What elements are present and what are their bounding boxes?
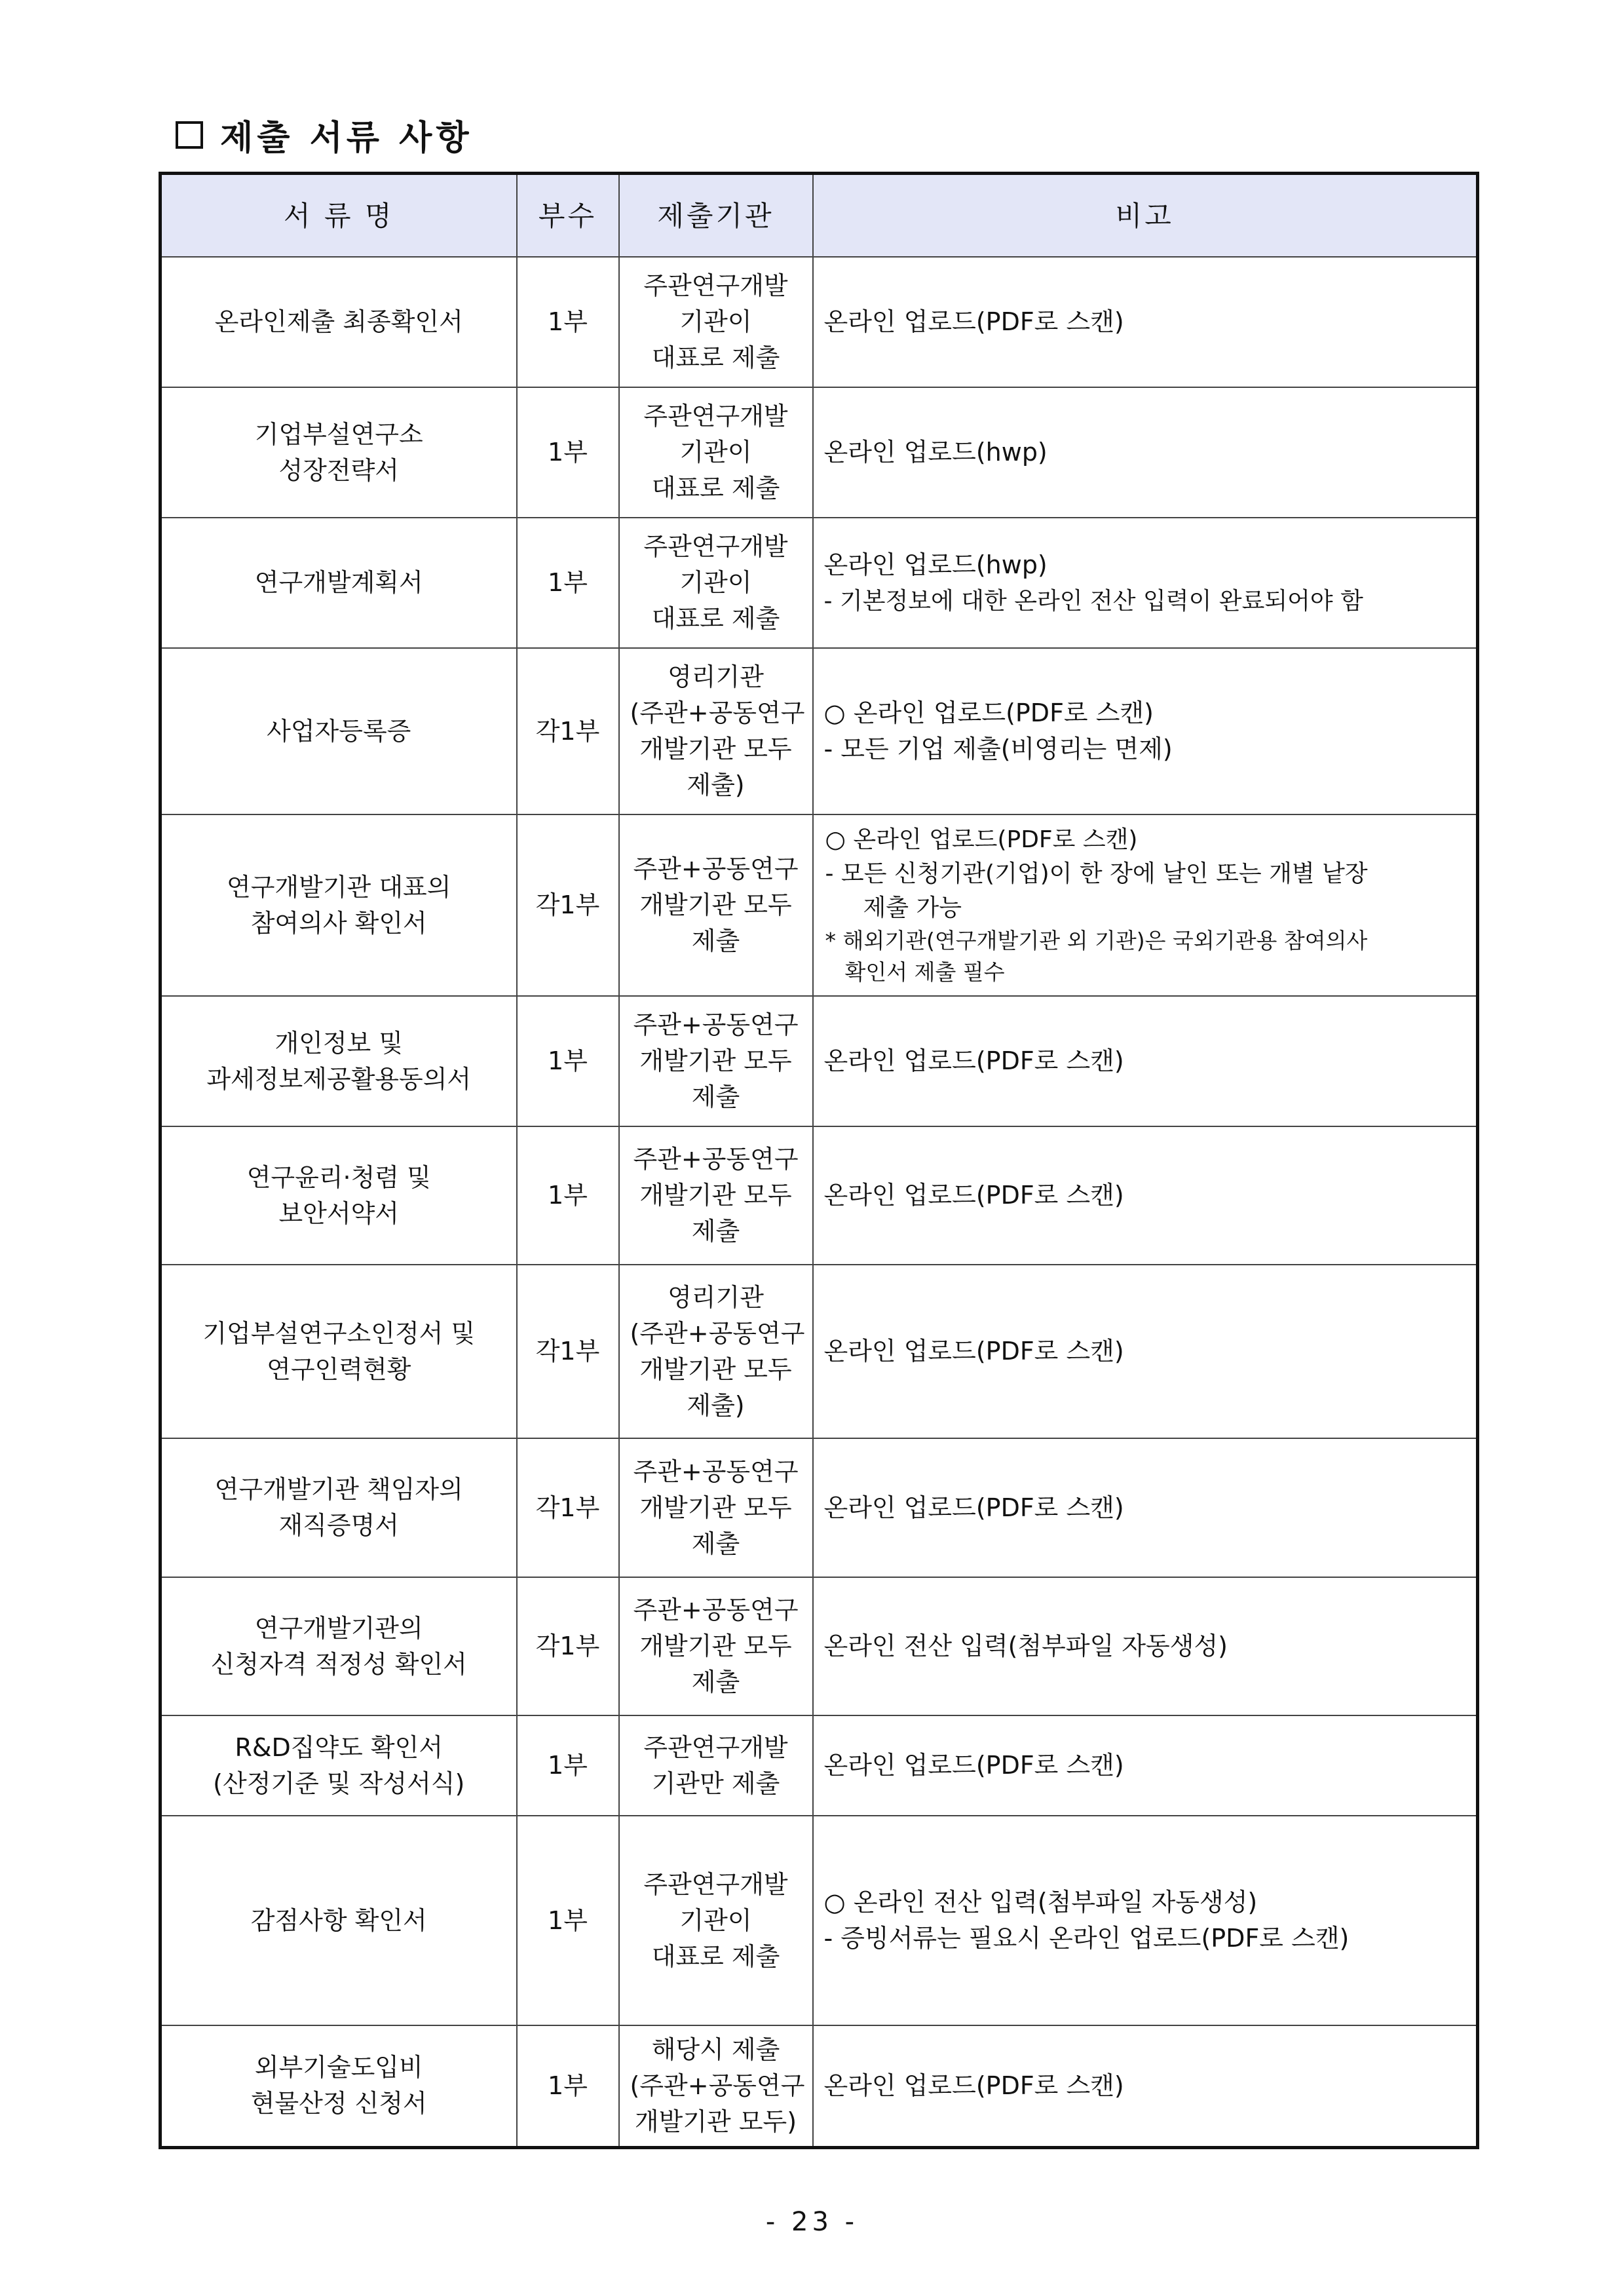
remarks: 온라인 업로드(PDF로 스캔) (813, 1438, 1478, 1577)
remarks: 온라인 업로드(PDF로 스캔) (813, 1126, 1478, 1265)
table-row (161, 387, 1478, 518)
submitter: 영리기관 (주관+공동연구 개발기관 모두 제출) (619, 648, 813, 814)
table-row (161, 814, 1478, 996)
table-row (161, 1438, 1478, 1577)
submitter: 주관+공동연구 개발기관 모두 제출 (619, 1126, 813, 1265)
remarks: ○ 온라인 업로드(PDF로 스캔) - 모든 기업 제출(비영리는 면제) (813, 648, 1478, 814)
document-name: 연구윤리·청렴 및 보안서약서 (161, 1126, 517, 1265)
remarks: ○ 온라인 전산 입력(첨부파일 자동생성) - 증빙서류는 필요시 온라인 업로드(PDF로 스캔) (813, 1816, 1478, 2025)
submitter: 주관연구개발 기관이 대표로 제출 (619, 518, 813, 648)
document-name: 개인정보 및 과세정보제공활용동의서 (161, 996, 517, 1126)
table-row (161, 1577, 1478, 1715)
table-header-row (161, 174, 1478, 258)
documents-table (159, 172, 1479, 2149)
remarks: ○ 온라인 업로드(PDF로 스캔) - 모든 신청기관(기업)이 한 장에 날인 또는 개별 낱장 제출 가능 * 해외기관(연구개발기관 외 기관)은 국외기관용 참여의사 확인서 제출 필수 (813, 814, 1478, 996)
copies: 각1부 (517, 1438, 619, 1577)
copies: 각1부 (517, 1265, 619, 1438)
document-name: 감점사항 확인서 (161, 1816, 517, 2025)
table-row (161, 257, 1478, 387)
page-number: - 23 - (765, 2207, 859, 2237)
remarks: 온라인 전산 입력(첨부파일 자동생성) (813, 1577, 1478, 1715)
submitter: 주관+공동연구 개발기관 모두 제출 (619, 814, 813, 996)
document-name: R&D집약도 확인서 (산정기준 및 작성서식) (161, 1715, 517, 1816)
header-submitter: 제출기관 (619, 174, 813, 258)
remarks: 온라인 업로드(PDF로 스캔) (813, 2025, 1478, 2147)
document-name: 사업자등록증 (161, 648, 517, 814)
copies: 각1부 (517, 648, 619, 814)
document-name: 외부기술도입비 현물산정 신청서 (161, 2025, 517, 2147)
submitter: 주관연구개발 기관만 제출 (619, 1715, 813, 1816)
copies: 1부 (517, 1816, 619, 2025)
copies: 1부 (517, 518, 619, 648)
copies: 1부 (517, 1715, 619, 1816)
document-name: 연구개발기관 책임자의 재직증명서 (161, 1438, 517, 1577)
header-copies: 부수 (517, 174, 619, 258)
table-row (161, 1265, 1478, 1438)
copies: 각1부 (517, 1577, 619, 1715)
submitter: 주관연구개발 기관이 대표로 제출 (619, 387, 813, 518)
remarks: 온라인 업로드(hwp) - 기본정보에 대한 온라인 전산 입력이 완료되어야 함 (813, 518, 1478, 648)
section-heading (176, 110, 473, 159)
remarks: 온라인 업로드(PDF로 스캔) (813, 1265, 1478, 1438)
header-document-name: 서 류 명 (161, 174, 517, 258)
remarks: 온라인 업로드(PDF로 스캔) (813, 257, 1478, 387)
copies: 1부 (517, 387, 619, 518)
table-row (161, 648, 1478, 814)
submitter: 해당시 제출 (주관+공동연구 개발기관 모두) (619, 2025, 813, 2147)
checkbox-square-icon (176, 121, 203, 149)
document-name: 연구개발계획서 (161, 518, 517, 648)
table-row (161, 1126, 1478, 1265)
submitter: 주관+공동연구 개발기관 모두 제출 (619, 996, 813, 1126)
submitter: 주관연구개발 기관이 대표로 제출 (619, 1816, 813, 2025)
table-row (161, 996, 1478, 1126)
document-name: 온라인제출 최종확인서 (161, 257, 517, 387)
document-name: 연구개발기관의 신청자격 적정성 확인서 (161, 1577, 517, 1715)
copies: 각1부 (517, 814, 619, 996)
table-row (161, 518, 1478, 648)
remarks: 온라인 업로드(PDF로 스캔) (813, 996, 1478, 1126)
submitter: 주관+공동연구 개발기관 모두 제출 (619, 1438, 813, 1577)
table-row (161, 2025, 1478, 2147)
submitter: 영리기관 (주관+공동연구 개발기관 모두 제출) (619, 1265, 813, 1438)
copies: 1부 (517, 2025, 619, 2147)
copies: 1부 (517, 1126, 619, 1265)
document-name: 기업부설연구소인정서 및 연구인력현황 (161, 1265, 517, 1438)
table-row (161, 1715, 1478, 1816)
submitter: 주관연구개발 기관이 대표로 제출 (619, 257, 813, 387)
document-name: 기업부설연구소 성장전략서 (161, 387, 517, 518)
remarks: 온라인 업로드(PDF로 스캔) (813, 1715, 1478, 1816)
table-row (161, 1816, 1478, 2025)
section-heading-text: 제출 서류 사항 (220, 119, 473, 158)
remarks: 온라인 업로드(hwp) (813, 387, 1478, 518)
copies: 1부 (517, 257, 619, 387)
document-name: 연구개발기관 대표의 참여의사 확인서 (161, 814, 517, 996)
header-remarks: 비고 (813, 174, 1478, 258)
submitter: 주관+공동연구 개발기관 모두 제출 (619, 1577, 813, 1715)
copies: 1부 (517, 996, 619, 1126)
